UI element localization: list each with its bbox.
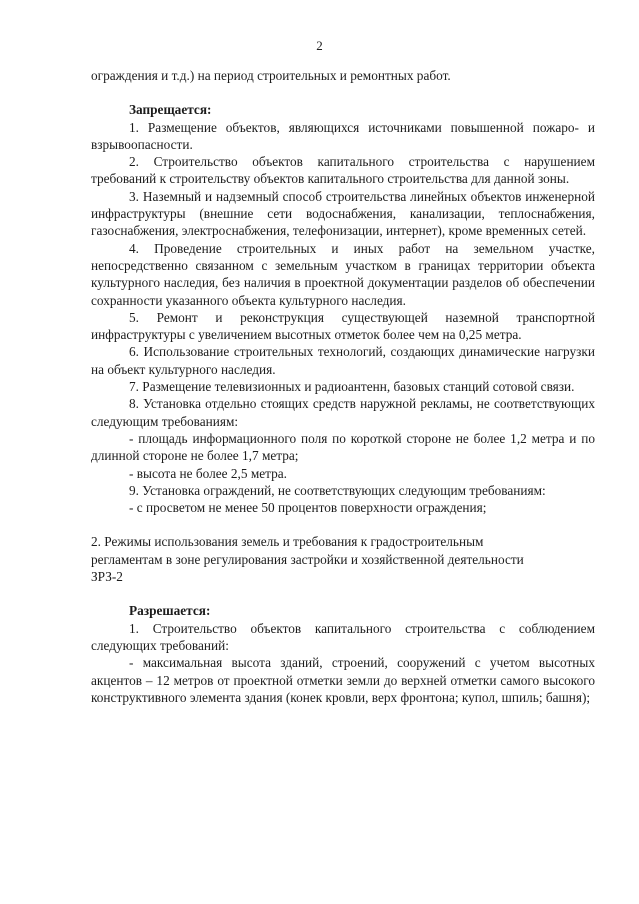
prohibited-item-7: 7. Размещение телевизионных и радиоантенн, базовых станций сотовой связи. (129, 379, 575, 395)
prohibited-item-3: 3. Наземный и надземный способ строительства линейных объектов инженерной инфраструктуры (внешние сети водоснабжения, канализации, теплоснабжения, газоснабжения, электроснабжения, телефонизации, интернет), кроме временных сетей. (91, 188, 595, 239)
prohibited-item-9: 9. Установка ограждений, не соответствующих следующим требованиям: (129, 482, 546, 498)
allowed-item-1: 1. Строительство объектов капитального строительства с соблюдением следующих требований: (91, 620, 595, 653)
prohibited-item-8b: - высота не более 2,5 метра. (129, 465, 287, 481)
prohibited-heading: Запрещается: (129, 102, 212, 118)
continuation-line: ограждения и т.д.) на период строительных и ремонтных работ. (91, 68, 451, 83)
allowed-heading: Разрешается: (129, 603, 211, 619)
prohibited-item-2: 2. Строительство объектов капитального строительства с нарушением требований к строительству объектов капитального строительства для данной зоны. (91, 154, 595, 187)
allowed-item-1a: - максимальная высота зданий, строений, сооружений с учетом высотных акцентов – 12 метров от проектной отметки земли до верхней отметки самого высокого конструктивного элемента здания (конек кровли, верх фронтона; купол, шпиль; башня); (91, 655, 595, 705)
prohibited-item-4: 4. Проведение строительных и иных работ на земельном участке, непосредственно связанном с земельным участком в границах территории объекта культурного наследия, без наличия в проектной документации разделов об обеспечении сохранности указанного объекта культурного наследия. (91, 240, 595, 308)
section-title-line-2: регламентам в зоне регулирования застройки и хозяйственной деятельности (91, 551, 524, 567)
document-body (91, 67, 595, 706)
prohibited-item-1: 1. Размещение объектов, являющихся источниками повышенной пожаро- и взрывоопасности. (91, 119, 595, 152)
prohibited-item-8: 8. Установка отдельно стоящих средств наружной рекламы, не соответствующих следующим требованиям: (91, 396, 595, 429)
prohibited-item-9a: - с просветом не менее 50 процентов поверхности ограждения; (129, 500, 487, 516)
page-number: 2 (316, 38, 323, 53)
section-title-line-3: ЗРЗ-2 (91, 569, 123, 585)
prohibited-item-8a: - площадь информационного поля по короткой стороне не более 1,2 метра и по длинной стороне не более 1,7 метра; (91, 430, 595, 464)
prohibited-item-5: 5. Ремонт и реконструкция существующей наземной транспортной инфраструктуры с увеличением высотных отметок более чем на 0,25 метра. (91, 309, 595, 343)
section-title-line-1: 2. Режимы использования земель и требования к градостроительным (91, 534, 484, 550)
prohibited-item-6: 6. Использование строительных технологий, создающих динамические нагрузки на объект культурного наследия. (91, 344, 595, 377)
